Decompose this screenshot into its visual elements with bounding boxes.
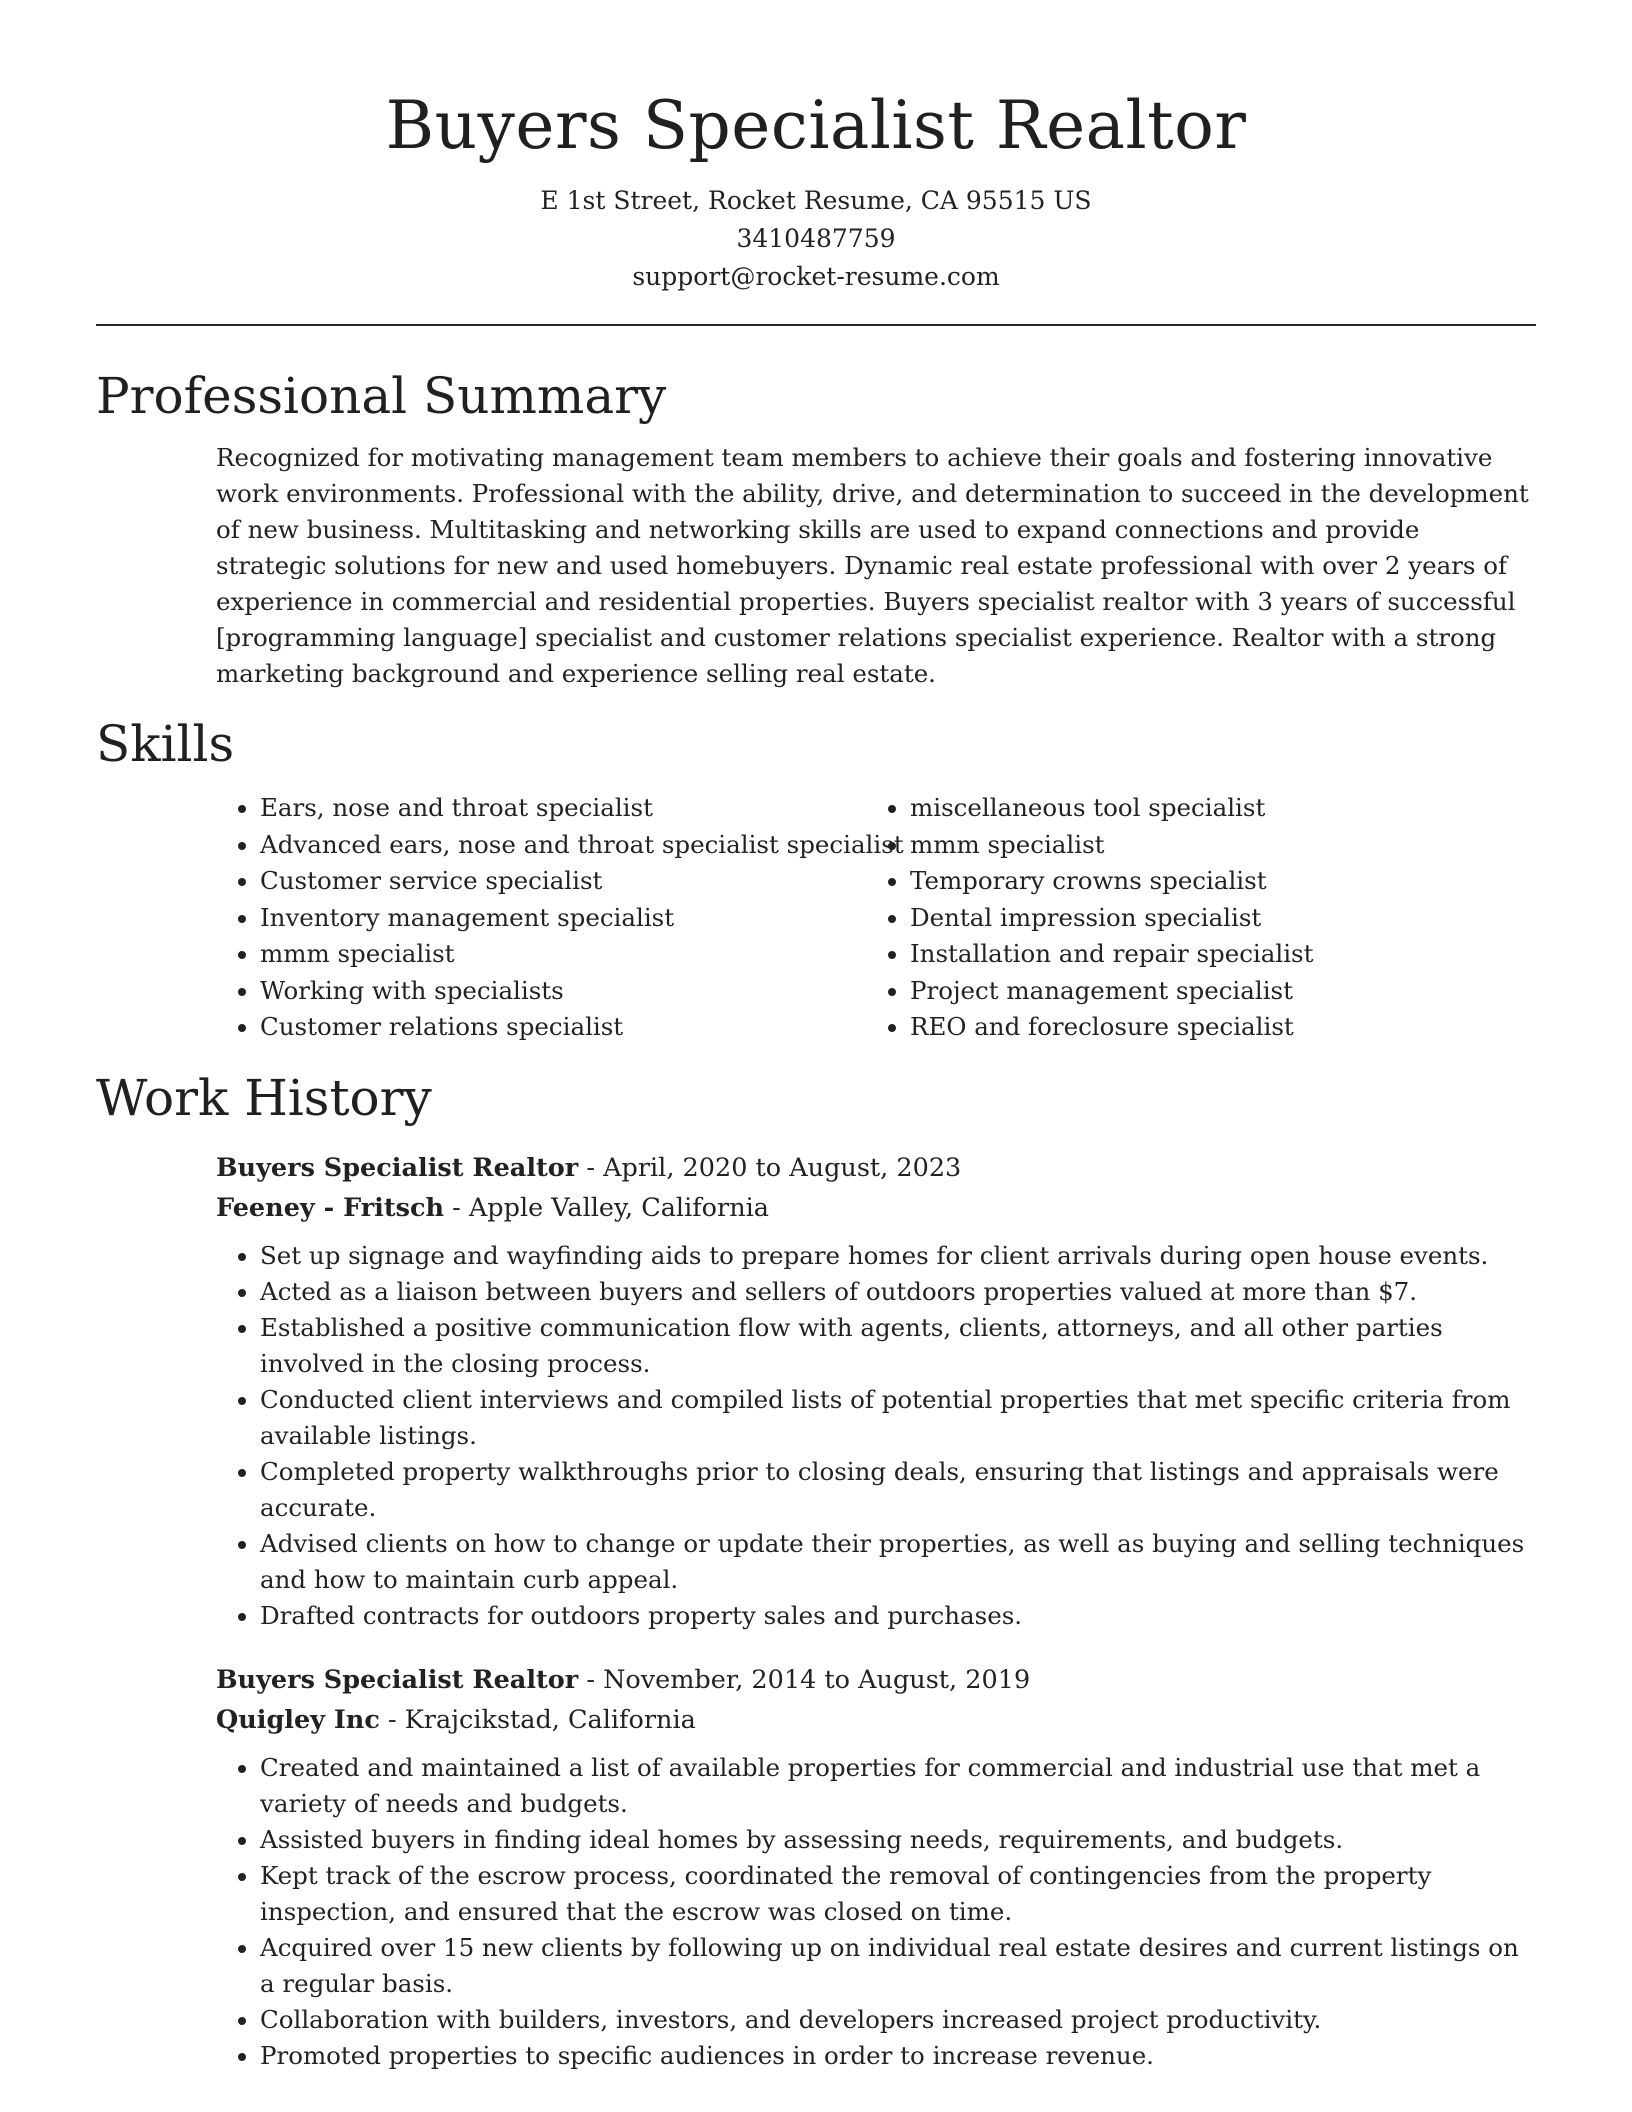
job-duty: • Set up signage and wayfinding aids to prepare homes for client arrivals during open house events. [260,1238,1536,1274]
job-duty: • Drafted contracts for outdoors property sales and purchases. [260,1598,1536,1634]
job-duty: • Completed property walkthroughs prior to closing deals, ensuring that listings and appraisals were accurate. [260,1454,1536,1526]
skill-item: • Working with specialists [260,973,866,1010]
skill-item: • Advanced ears, nose and throat specialist specialist [260,827,866,864]
job-dates: November, 2014 to August, 2019 [603,1664,1031,1695]
job-entry [216,1148,1536,1634]
job-duty: • Conducted client interviews and compiled lists of potential properties that met specific criteria from available listings. [260,1382,1536,1454]
job-company: Feeney - Fritsch [216,1192,445,1223]
summary-text: Recognized for motivating management team members to achieve their goals and fostering innovative work environments. Professional with the ability, drive, and determination to succeed in the development of new business. Multitasking and networking skills are used to expand connections and provide strategic solutions for new and used homebuyers. Dynamic real estate professional with over 2 years of experience in commercial and residential properties. Buyers specialist realtor with 3 years of successful [programming language] specialist and customer relations specialist experience. Realtor with a strong marketing background and experience selling real estate. [216,443,1529,688]
job-location: Krajcikstad, California [404,1704,696,1735]
job-duty: • Promoted properties to specific audiences in order to increase revenue. [260,2038,1536,2074]
header-divider [96,324,1536,326]
skills-column-left [216,790,904,1046]
job-duty: • Assisted buyers in finding ideal homes by assessing needs, requirements, and budgets. [260,1822,1536,1858]
contact-phone: 3410487759 [736,224,896,253]
job-duty: • Acquired over 15 new clients by following up on individual real estate desires and current listings on a regular basis. [260,1930,1536,2002]
job-duties [216,1750,1536,2074]
job-dates: April, 2020 to August, 2023 [603,1152,962,1183]
skill-item: • Ears, nose and throat specialist [260,790,866,827]
job-company: Quigley Inc [216,1704,380,1735]
summary-heading: Professional Summary [96,367,667,425]
contact-block [96,182,1536,296]
job-duty: • Collaboration with builders, investors, and developers increased project productivity. [260,2002,1536,2038]
job-title-line: Buyers Specialist Realtor - April, 2020 to August, 2023 [216,1152,962,1183]
skills-heading: Skills [96,715,235,773]
skills-list [216,790,1536,1046]
skill-item: • Customer relations specialist [260,1009,866,1046]
skill-item: • Dental impression specialist [910,900,1313,937]
job-title: Buyers Specialist Realtor [216,1152,579,1183]
skill-item: • REO and foreclosure specialist [910,1009,1313,1046]
job-duty: • Created and maintained a list of available properties for commercial and industrial use that met a variety of needs and budgets. [260,1750,1536,1822]
skills-column-right [866,790,1313,1046]
resume-name: Buyers Specialist Realtor [385,87,1247,164]
job-location: Apple Valley, California [468,1192,770,1223]
contact-email: support@rocket-resume.com [632,262,1000,291]
job-title: Buyers Specialist Realtor [216,1664,579,1695]
skill-item: • Temporary crowns specialist [910,863,1313,900]
job-duty: • Advised clients on how to change or update their properties, as well as buying and selling techniques and how to maintain curb appeal. [260,1526,1536,1598]
job-duties [216,1238,1536,1634]
resume-page [96,0,1536,2074]
work-history-heading: Work History [96,1068,432,1127]
job-title-line: Buyers Specialist Realtor - November, 2014 to August, 2019 [216,1664,1031,1695]
skill-item: • miscellaneous tool specialist [910,790,1313,827]
contact-address: E 1st Street, Rocket Resume, CA 95515 US [540,186,1092,215]
skill-item: • Project management specialist [910,973,1313,1010]
skill-item: • Installation and repair specialist [910,936,1313,973]
job-company-line: Quigley Inc - Krajcikstad, California [216,1704,696,1735]
job-duty: • Established a positive communication flow with agents, clients, attorneys, and all other parties involved in the closing process. [260,1310,1536,1382]
skill-item: • Inventory management specialist [260,900,866,937]
skill-item: • Customer service specialist [260,863,866,900]
job-company-line: Feeney - Fritsch - Apple Valley, California [216,1192,770,1223]
job-duty: • Acted as a liaison between buyers and sellers of outdoors properties valued at more than $7. [260,1274,1536,1310]
job-duty: • Kept track of the escrow process, coordinated the removal of contingencies from the property inspection, and ensured that the escrow was closed on time. [260,1858,1536,1930]
skill-item: • mmm specialist [260,936,866,973]
skill-item: • mmm specialist [910,827,1313,864]
job-entry [216,1660,1536,2074]
